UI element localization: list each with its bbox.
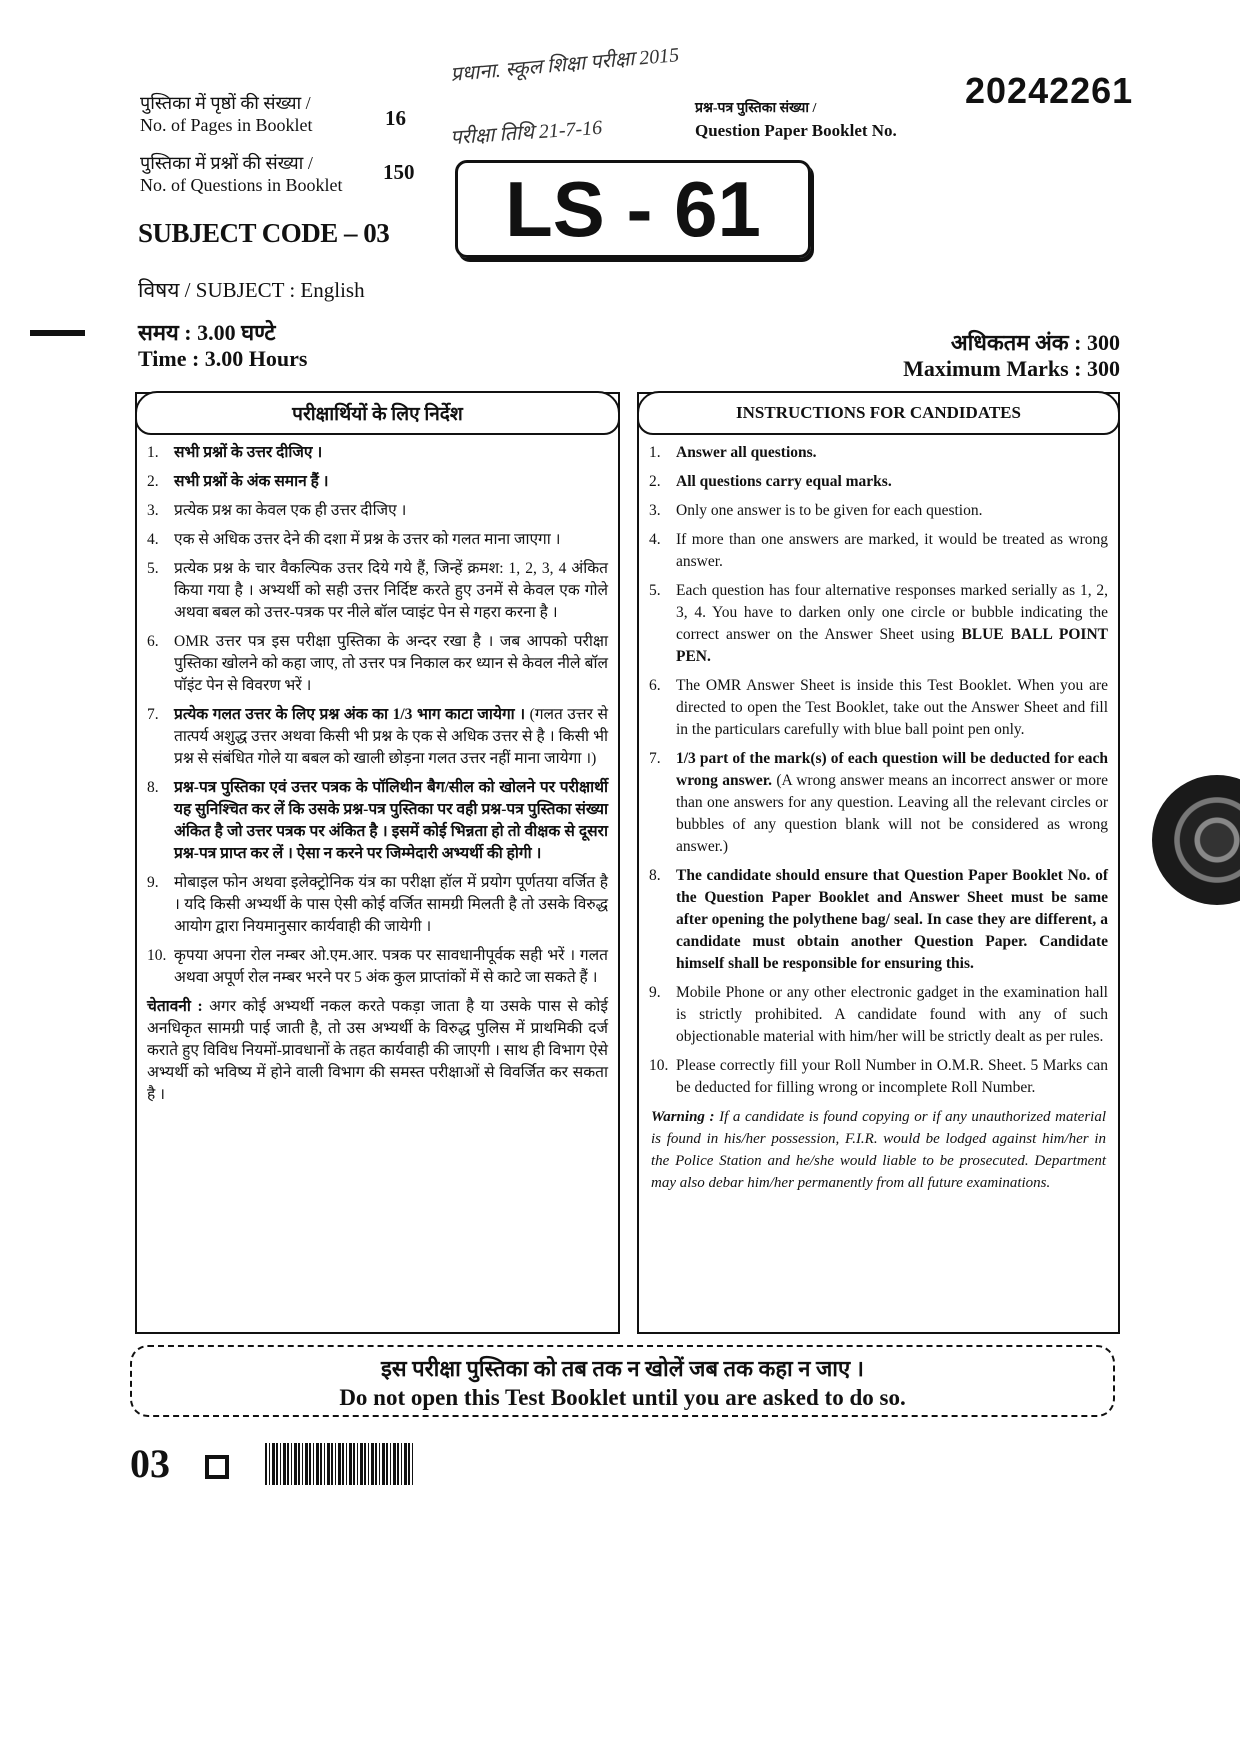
do-not-open-notice bbox=[130, 1345, 1115, 1417]
item-text: प्रत्येक प्रश्न के चार वैकल्पिक उत्तर दिये गये हैं, जिन्हें क्रमश: 1, 2, 3, 4 अंकित किया गया है । अभ्यर्थी को सही उत्तर निर्दिष्ट करते हुए उनमें से केवल एक गोले अथवा बबल को उत्तर-पत्रक पर नीले बॉल प्वाइंट पेन से गहरा करना है । bbox=[174, 560, 608, 621]
pages-label-english: No. of Pages in Booklet bbox=[140, 115, 313, 135]
item-text-bold: BLUE BALL POINT PEN. bbox=[676, 626, 1109, 665]
list-item bbox=[147, 529, 608, 551]
item-text: प्रश्न-पत्र पुस्तिका एवं उत्तर पत्रक के पॉलिथीन बैग/सील को खोलने पर परीक्षार्थी यह सुनिश्चित कर लें कि उसके प्रश्न-पत्र पुस्तिका पर वही प्रश्न-पत्र पुस्तिका संख्या अंकित है जो उत्तर पत्रक पर अंकित है । इसमें कोई भिन्नता हो तो वीक्षक से दूसरा प्रश्न-पत्र प्राप्त कर लें । ऐसा न करने पर जिम्मेदारी अभ्यर्थी की होगी । bbox=[174, 779, 608, 862]
english-instructions-title: INSTRUCTIONS FOR CANDIDATES bbox=[637, 391, 1120, 435]
item-text: Mobile Phone or any other electronic gadget in the examination hall is strictly prohibited. A candidate found with any of such objectionable material with him/her will be strictly dealt as per rules. bbox=[676, 984, 1108, 1045]
item-number: 2. bbox=[147, 473, 159, 490]
list-item bbox=[147, 558, 608, 624]
item-text: (गलत उत्तर से तात्पर्य अशुद्ध उत्तर अथवा किसी भी प्रश्न के एक से अधिक उत्तर से है । किसी भी प्रश्न से संबंधित गोले या बबल को खाली छोड़ना गलत उत्तर नहीं माना जायेगा ।) bbox=[174, 706, 608, 767]
list-item bbox=[147, 945, 608, 989]
item-number: 4. bbox=[649, 531, 661, 548]
list-item bbox=[649, 471, 1108, 493]
item-text: If more than one answers are marked, it would be treated as wrong answer. bbox=[676, 531, 1108, 570]
checkbox-square-icon bbox=[205, 1455, 229, 1479]
warning-text: If a candidate is found copying or if any unauthorized material is found in his/her possession, F.I.R. would be lodged against him/her in the Police Station and he/she would liable to be prosecuted. Department may also debar him/her permanently from all future examinations. bbox=[651, 1109, 1106, 1191]
item-number: 9. bbox=[147, 874, 159, 891]
max-marks-hindi: अधिकतम अंक : 300 bbox=[950, 330, 1120, 355]
item-text: All questions carry equal marks. bbox=[676, 473, 892, 490]
subject-code: SUBJECT CODE – 03 bbox=[138, 218, 390, 248]
scan-mark bbox=[30, 330, 85, 336]
english-instructions-list bbox=[639, 438, 1118, 1099]
item-text: सभी प्रश्नों के अंक समान हैं । bbox=[174, 473, 329, 490]
item-text: प्रत्येक प्रश्न का केवल एक ही उत्तर दीजिए । bbox=[174, 502, 407, 519]
item-number: 6. bbox=[649, 677, 661, 694]
warning-label: चेतावनी : bbox=[147, 998, 203, 1015]
series-code-box: LS - 61 bbox=[455, 160, 811, 258]
list-item bbox=[649, 748, 1108, 858]
list-item bbox=[649, 580, 1108, 668]
item-number: 8. bbox=[649, 867, 661, 884]
item-number: 8. bbox=[147, 779, 159, 796]
booklet-number: 20242261 bbox=[965, 70, 1134, 111]
pages-label bbox=[140, 92, 313, 136]
list-item bbox=[147, 872, 608, 938]
notice-english: Do not open this Test Booklet until you are asked to do so. bbox=[339, 1385, 906, 1410]
handwritten-note-2: परीक्षा तिथि 21-7-16 bbox=[449, 116, 603, 150]
item-number: 1. bbox=[649, 444, 661, 461]
item-text: Only one answer is to be given for each question. bbox=[676, 502, 983, 519]
pages-value: 16 bbox=[385, 106, 406, 130]
list-item bbox=[147, 777, 608, 865]
item-number: 5. bbox=[147, 560, 159, 577]
item-text: कृपया अपना रोल नम्बर ओ.एम.आर. पत्रक पर सावधानीपूर्वक सही भरें । गलत अथवा अपूर्ण रोल नम्बर भरने पर 5 अंक कुल प्राप्तांकों में से काटे जा सकते हैं । bbox=[174, 947, 608, 986]
hindi-instructions-box bbox=[135, 392, 620, 1334]
list-item bbox=[649, 982, 1108, 1048]
warning-text: अगर कोई अभ्यर्थी नकल करते पकड़ा जाता है या उसके पास से कोई अनधिकृत सामग्री पाई जाती है, तो उस अभ्यर्थी के विरुद्ध पुलिस में प्राथमिकी दर्ज कराते हुए विविध नियमों-प्रावधानों के तहत कार्यवाही की जाएगी । साथ ही विभाग ऐसे अभ्यर्थी को भविष्य में होने वाली विभाग की समस्त परीक्षाओं से विवर्जित कर सकता है । bbox=[147, 998, 608, 1103]
item-number: 7. bbox=[649, 750, 661, 767]
item-number: 5. bbox=[649, 582, 661, 599]
item-number: 10. bbox=[147, 947, 167, 964]
questions-value: 150 bbox=[383, 160, 415, 184]
handwritten-note-1: प्रधाना. स्कूल शिक्षा परीक्षा 2015 bbox=[449, 44, 681, 86]
time-block bbox=[138, 320, 307, 372]
barcode bbox=[265, 1443, 415, 1485]
item-number: 1. bbox=[147, 444, 159, 461]
list-item bbox=[147, 500, 608, 522]
item-text: Answer all questions. bbox=[676, 444, 817, 461]
subject-line: विषय / SUBJECT : English bbox=[138, 278, 365, 302]
hindi-instructions-title: परीक्षार्थियों के लिए निर्देश bbox=[135, 391, 620, 435]
list-item bbox=[147, 704, 608, 770]
list-item bbox=[649, 442, 1108, 464]
item-text: (A wrong answer means an incorrect answer or more than one answers for any question. Leaving all the relevant circles or bubbles of any question blank will not be considered as wrong answer.) bbox=[676, 772, 1108, 855]
pages-label-hindi: पुस्तिका में पृष्ठों की संख्या / bbox=[140, 93, 311, 113]
item-number: 10. bbox=[649, 1057, 669, 1074]
item-number: 7. bbox=[147, 706, 159, 723]
questions-label-hindi: पुस्तिका में प्रश्नों की संख्या / bbox=[140, 153, 313, 173]
list-item bbox=[649, 865, 1108, 975]
item-number: 3. bbox=[649, 502, 661, 519]
notice-hindi: इस परीक्षा पुस्तिका को तब तक न खोलें जब तक कहा न जाए । bbox=[380, 1356, 864, 1381]
hindi-warning bbox=[137, 996, 618, 1106]
booklet-no-label bbox=[695, 98, 897, 142]
item-number: 2. bbox=[649, 473, 661, 490]
list-item bbox=[649, 500, 1108, 522]
time-hindi: समय : 3.00 घण्टे bbox=[138, 320, 276, 345]
english-warning bbox=[639, 1106, 1118, 1194]
item-text: Please correctly fill your Roll Number in O.M.R. Sheet. 5 Marks can be deducted for filling wrong or incomplete Roll Number. bbox=[676, 1057, 1108, 1096]
list-item bbox=[649, 675, 1108, 741]
list-item bbox=[147, 471, 608, 493]
list-item bbox=[147, 631, 608, 697]
questions-label bbox=[140, 152, 343, 196]
item-text: मोबाइल फोन अथवा इलेक्ट्रोनिक यंत्र का परीक्षा हॉल में प्रयोग पूर्णतया वर्जित है । यदि किसी अभ्यर्थी के पास ऐसी कोई वर्जित सामग्री मिलती है तो उसके विरुद्ध आयोग द्वारा नियमानुसार कार्यवाही की जायेगी । bbox=[174, 874, 608, 935]
item-text-bold: प्रत्येक गलत उत्तर के लिए प्रश्न अंक का 1/3 भाग काटा जायेगा । bbox=[174, 706, 526, 723]
stamp-seal bbox=[1152, 775, 1240, 905]
warning-label: Warning : bbox=[651, 1109, 715, 1125]
time-english: Time : 3.00 Hours bbox=[138, 346, 308, 371]
item-number: 6. bbox=[147, 633, 159, 650]
item-text-bold: 1/3 part of the mark(s) of each question will be deducted for each wrong answer. bbox=[676, 750, 1108, 789]
booklet-no-label-hindi: प्रश्न-पत्र पुस्तिका संख्या / bbox=[695, 101, 817, 116]
item-number: 4. bbox=[147, 531, 159, 548]
list-item bbox=[649, 529, 1108, 573]
english-instructions-box bbox=[637, 392, 1120, 1334]
list-item bbox=[649, 1055, 1108, 1099]
item-number: 9. bbox=[649, 984, 661, 1001]
list-item bbox=[147, 442, 608, 464]
item-text: OMR उत्तर पत्र इस परीक्षा पुस्तिका के अन्दर रखा है । जब आपको परीक्षा पुस्तिका खोलने को कहा जाए, तो उत्तर पत्र निकाल कर ध्यान से केवल नीले बॉल पॉइंट पेन से विवरण भरें । bbox=[174, 633, 608, 694]
hindi-instructions-list bbox=[137, 438, 618, 989]
max-marks-english: Maximum Marks : 300 bbox=[903, 356, 1120, 381]
questions-label-english: No. of Questions in Booklet bbox=[140, 175, 343, 195]
booklet-no-label-english: Question Paper Booklet No. bbox=[695, 121, 897, 140]
item-text: Each question has four alternative responses marked serially as 1, 2, 3, 4. You have to darken only one circle or bubble indicating the correct answer on the Answer Sheet using bbox=[676, 582, 1108, 643]
item-text: The OMR Answer Sheet is inside this Test Booklet. When you are directed to open the Test Booklet, take out the Answer Sheet and fill in the particulars carefully with blue ball point pen only. bbox=[676, 677, 1108, 738]
item-text: The candidate should ensure that Question Paper Booklet No. of the Question Paper Booklet and Answer Sheet must be same after opening the polythene bag/ seal. In case they are different, a candidate must obtain another Question Paper. Candidate himself shall be responsible for ensuring this. bbox=[676, 867, 1108, 972]
max-marks-block bbox=[903, 330, 1120, 382]
item-number: 3. bbox=[147, 502, 159, 519]
footer-code: 03 bbox=[130, 1441, 170, 1486]
item-text: एक से अधिक उत्तर देने की दशा में प्रश्न के उत्तर को गलत माना जाएगा । bbox=[174, 531, 561, 548]
item-text: सभी प्रश्नों के उत्तर दीजिए । bbox=[174, 444, 323, 461]
